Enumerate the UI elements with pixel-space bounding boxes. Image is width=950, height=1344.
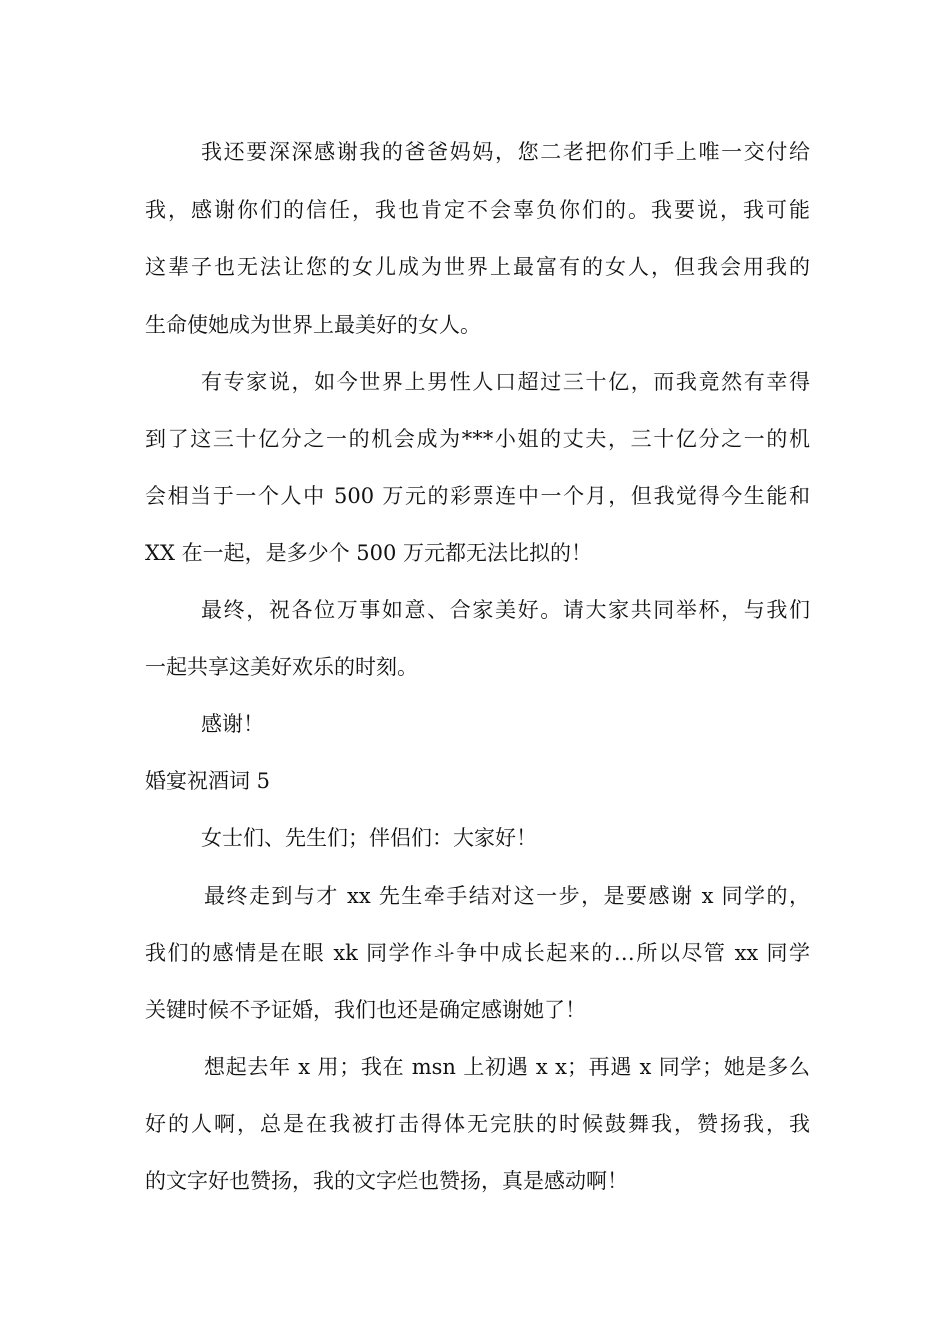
text-line: XX 在一起，是多少个 500 万元都无法比拟的！ — [145, 541, 593, 565]
text-line: 一起共享这美好欢乐的时刻。 — [145, 655, 418, 679]
text-line: 生命使她成为世界上最美好的女人。 — [145, 313, 481, 337]
text-line: 感谢！ — [201, 712, 264, 736]
text-line: 想起去年 x 用；我在 msn 上初遇 x x；再遇 x 同学；她是多么 — [204, 1055, 810, 1079]
text-line: 有专家说，如今世界上男性人口超过三十亿，而我竟然有幸得 — [201, 370, 810, 394]
text-line: 的文字好也赞扬，我的文字烂也赞扬，真是感动啊！ — [145, 1169, 628, 1193]
text-line: 会相当于一个人中 500 万元的彩票连中一个月，但我觉得今生能和 — [145, 484, 810, 508]
text-line: 我还要深深感谢我的爸爸妈妈，您二老把你们手上唯一交付给 — [201, 140, 810, 164]
text-line: 最终，祝各位万事如意、合家美好。请大家共同举杯，与我们 — [201, 598, 810, 622]
text-line: 这辈子也无法让您的女儿成为世界上最富有的女人，但我会用我的 — [145, 255, 810, 279]
text-line: 女士们、先生们；伴侣们：大家好！ — [201, 826, 537, 850]
text-line: 我，感谢你们的信任，我也肯定不会辜负你们的。我要说，我可能 — [145, 198, 810, 222]
text-line: 关键时候不予证婚，我们也还是确定感谢她了！ — [145, 998, 586, 1022]
text-line: 我们的感情是在眼 xk 同学作斗争中成长起来的…所以尽管 xx 同学 — [145, 941, 810, 965]
text-line: 最终走到与才 xx 先生牵手结对这一步，是要感谢 x 同学的， — [204, 884, 810, 908]
text-line: 好的人啊，总是在我被打击得体无完肤的时候鼓舞我，赞扬我，我 — [145, 1112, 810, 1136]
section-heading: 婚宴祝酒词 5 — [145, 769, 271, 793]
text-line: 到了这三十亿分之一的机会成为***小姐的丈夫，三十亿分之一的机 — [145, 427, 810, 451]
